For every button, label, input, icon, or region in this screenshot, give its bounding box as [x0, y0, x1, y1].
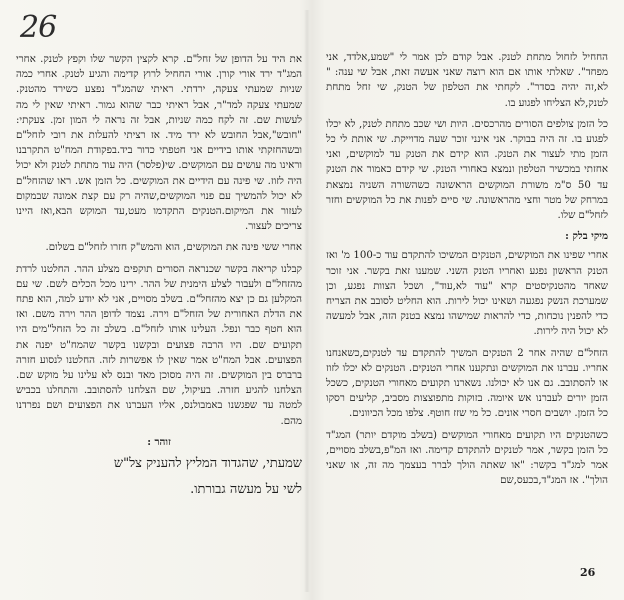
right-paragraph-4: הזחל"ם שהיה אחר 2 הטנקים המשיך להתקדם עד לטנקים,כשאנחנו אחריו. עברנו את המוקשים ונתקענו אחרי הטנקים. הטנקים לא יכלו לזוז או להסתובב. גם אנו לא יכולנו. נשארנו תקועים מאחורי הטנקים, כשכל הזמן יורים לעברנו אש איומה. בזוקות מתפוצצות מסביב, קליעים רסקו כל הזמן. יושבים חסרי אונים. כל מי שזז חוטף. צלפו מכל הכיוונים. — [326, 347, 608, 420]
printed-page-number: 26 — [580, 566, 596, 579]
handwritten-page-number: 26 — [20, 10, 57, 45]
speaker-heading-miki: מיקי בלק : — [565, 230, 608, 243]
right-column — [326, 50, 608, 494]
left-column — [16, 52, 302, 506]
book-gutter — [304, 10, 310, 592]
closing-line-2: לשי על מעשה גבורתו. — [190, 482, 302, 498]
right-paragraph-1: החחיל לזחול מתחת לטנק. אבל קודם לכן אמר לי "שמע,אלדד, אני מפחד". שאלתי אותו אם הוא רוצה שאני אעשה זאת, אבל שי ענה: " לא,זה יהיה בסדר". לקחתי את הטלפון של הטנק, שי זחל מתחת לטנק,לא הצליחו לפגוע בו. — [326, 52, 608, 109]
right-paragraph-2: כל הזמן צולפים הסורים מהרכסים. היות ושי שכב מתחת לטנק, לא יכלו לפגוע בו. זה היה בבוקר. אני אינני זוכר שעה מדוייקת. שי אותת לי כל הזמן מתי לעצור את הטנק. הוא קידם את הטנק עד למוקשים, ואני אחזתי במכשיר הטלפון ונמצא באחורי הטנק. שי קידם כאמור את הטנק עד 50 ס"מ משורת המוקשים הראשונה כשהשורה השניה נמצאת במרחק של מטר וחצי מהראשונה. שי סיים לפנות את כל המוקשים וחזר לזחל"ם שלו. — [326, 118, 608, 222]
closing-line-1: שמעתי, שהגדוד המליץ להעניק צל"ש — [113, 456, 302, 472]
left-paragraph-3: קבלנו קריאה בקשר שכנראה הסורים תוקפים מצלע ההר. החלטנו לרדת מהזחל"ם ולעבור לצלע הימנית של ההר. ירינו מכל הכלים לשם. שי עם המקלען גם כן יצא מהזחל"ם. בשלב מסויים, אני לא יודע למה, הוא פתח את הדלת האחורית של הזחל"ם וירה. נצמד לדופן ההר וירה משם. ואז הוא חטף כבר ונפל. העלינו אותו לזחל"ם. בשלב זה כל הזחל"מים היו תקועים שם. היו הרבה פצועים ובקשנו בקשר שהמח"ט יפנה את הפצועים. אבל המח"ט אמר שאין לו אפשרות לזה. החלטנו לנסוע חזרה ברברס בין המוקשים. זה היה מסוכן מאד ובנס לא עלינו על מוקש שם. הצלחנו להגיע חזרה. בעיקול, שם הצלחנו להסתובב. והתחלנו בכביש למטה עד שפגשנו באמבולנס, אליו העברנו את הפצועים ושם נפרדנו מהם. — [16, 263, 302, 427]
left-paragraph-1: את היד על הדופן של זחל"ם. קרא לקצין הקשר שלו וקפץ לטנק. אחרי המג"ד ירד אורי קורן. אורי החחיל לרוץ קדימה והגיע לטנק. אחרי כמה שניות שמעתי צעקה, ירדתי. ראיתי שהמג"ד נפצע כשירד מהטנק. שמעתי צעקה למד"ר, אבל ראיתי כבר שהוא גמור. ראיתי שאין לי מה לעשות שם. זה לקח כמה שניות, אבל זה נראה לי המון זמן. צעקתי: "חובש",אבל החובש לא ירד מיד. אז רציתי להעלות את רובי לזחל"ם ובשהחזקתי אותו בידיים אני חטפתי כדור ביד.בפקודת המח"ט התקרבנו וראינו מה עושים עם המוקשים. שי(פלסר) היה עוד מתחת לטנק ולא יכול היה לזוז. שי פינה עם הידיים את המוקשים. כל הזמן אש. ראו שהזחל"ם לא יכול להמשיך עם פנוי המוקשים,שהיה רק עם קצת אמונה שבמקום לעזור את המיקום.הטנקים התקדמו מעט,עד המוקש הבא,ואז היינו צריכים לעצור. — [16, 54, 302, 233]
right-paragraph-3: אחרי שפינו את המוקשים, הטנקים המשיכו להתקדם עוד כ-100 מ' ואז הטנק הראשון נפגע ואחריו הטנק השני. שמענו זאת בקשר. אני זוכר שאחד מהטנקיסטים קרא "עוד לא,עוד", ושכל הצוות נפגע, וכן שמערכת הנשק נפגעה ושאינו יכול לירות. הוא החליט לסובב את הצריח כדי להפנין נוכחות, כדי להראות שמישהו נמצא בטנק הזה, אבל למעשה לא יכול היה לירות. — [326, 250, 608, 338]
left-paragraph-2: אחרי ששי פינה את המוקשים, הוא והמש"ק חזרו לזחל"ם בשלום. — [45, 242, 302, 254]
speaker-heading-zohar: זוהר : — [147, 435, 171, 448]
right-paragraph-5: כשהטנקים היו תקועים מאחורי המוקשים (בשלב מוקדם יותר) המג"ד כל הזמן בקשר, אמר לטנקים להתקדם קדימה. ואז המ"פ,בשלב מסויים, אמר למג"ד בקשר: "או שאתה הולך לברר בעצמך מה זה, או שאני הולך". אז המג"ד,בכעס,שם — [326, 429, 608, 487]
